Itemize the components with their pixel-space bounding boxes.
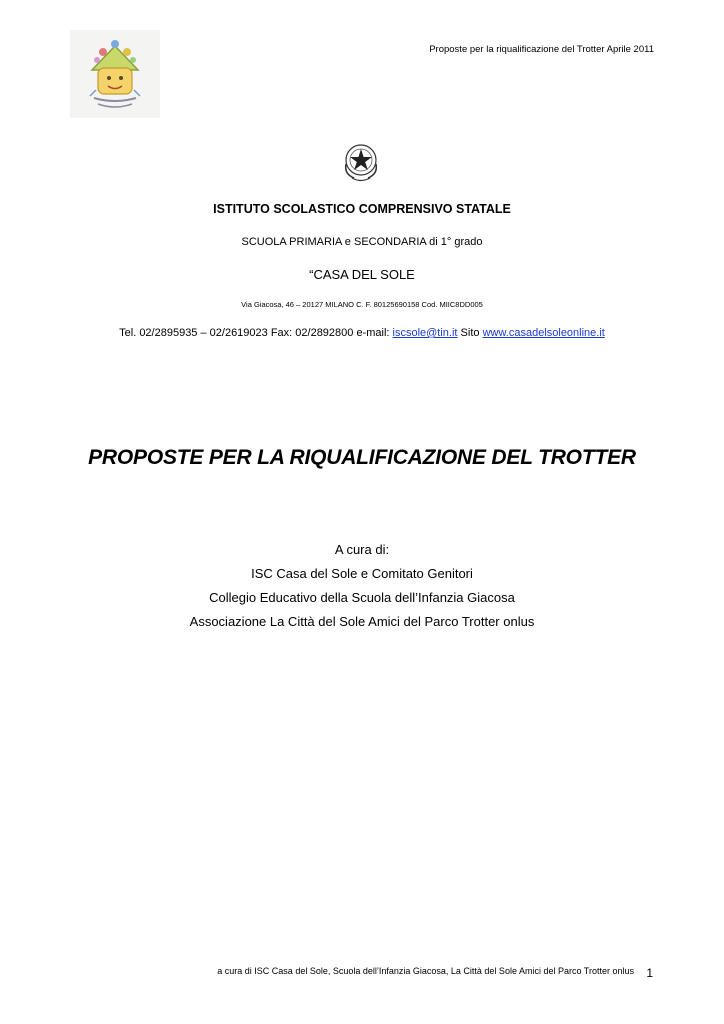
running-header: Proposte per la riqualificazione del Trotter Aprile 2011: [429, 44, 654, 55]
document-title: PROPOSTE PER LA RIQUALIFICAZIONE DEL TROTTER: [88, 446, 636, 469]
footer-text: a cura di ISC Casa del Sole, Scuola dell’Infanzia Giacosa, La Città del Sole Amici del Parco Trotter onlus: [217, 966, 634, 976]
school-type: SCUOLA PRIMARIA e SECONDARIA di 1° grado: [241, 236, 483, 248]
email-link[interactable]: iscsole@tin.it: [392, 327, 458, 339]
page-number: 1: [646, 966, 653, 980]
curator-line: Associazione La Città del Sole Amici del Parco Trotter onlus: [189, 614, 535, 629]
curator-line: Collegio Educativo della Scuola dell’Infanzia Giacosa: [209, 590, 515, 605]
site-label: Sito: [457, 327, 483, 339]
website-link[interactable]: www.casadelsoleonline.it: [482, 327, 605, 339]
school-house-logo-icon: [70, 30, 160, 118]
institution-title: ISTITUTO SCOLASTICO COMPRENSIVO STATALE: [213, 202, 511, 216]
school-address: Via Giacosa, 46 – 20127 MILANO C. F. 80125690158 Cod. MIIC8DD005: [241, 300, 483, 309]
contact-line: [0, 327, 724, 339]
contact-phone-fax: Tel. 02/2895935 – 02/2619023 Fax: 02/2892800 e-mail:: [119, 327, 393, 339]
school-name: “CASA DEL SOLE: [309, 267, 415, 282]
curator-line: ISC Casa del Sole e Comitato Genitori: [251, 566, 473, 581]
curated-by-heading: A cura di:: [334, 542, 390, 557]
italian-republic-emblem-icon: [340, 140, 382, 184]
